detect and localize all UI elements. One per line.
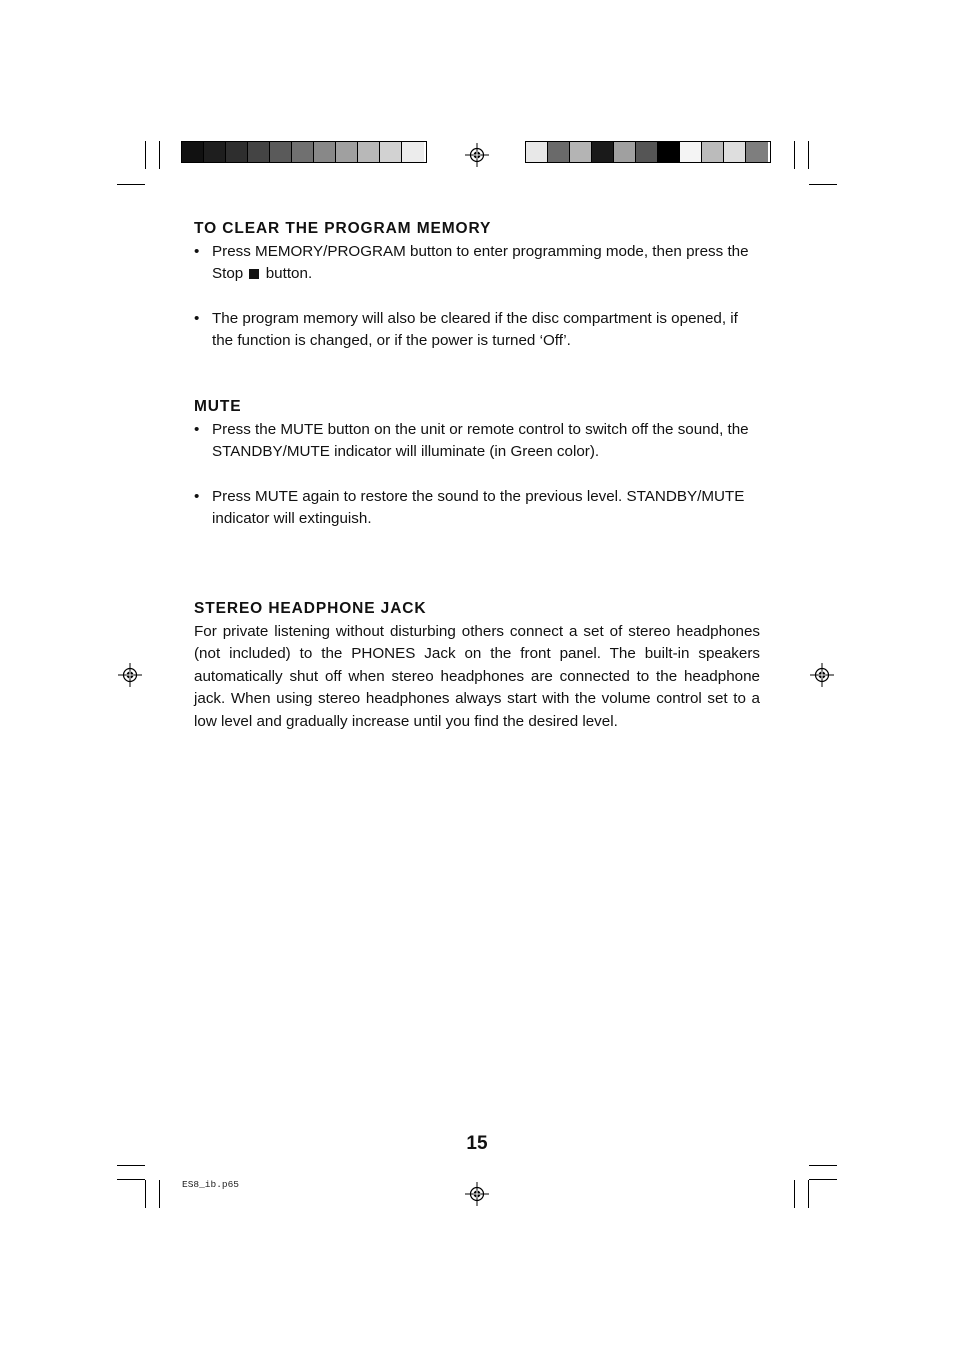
gray-swatch — [526, 142, 548, 162]
crop-mark — [117, 1179, 145, 1180]
registration-mark-icon — [810, 663, 834, 687]
bullet-text: Press MEMORY/PROGRAM button to enter programming mode, then press the Stop — [212, 242, 749, 282]
registration-mark-icon — [118, 663, 142, 687]
gray-swatch — [314, 142, 336, 162]
stop-icon — [249, 269, 259, 279]
section-heading: STEREO HEADPHONE JACK — [194, 600, 427, 617]
gray-swatch — [358, 142, 380, 162]
section-heading: TO CLEAR THE PROGRAM MEMORY — [194, 220, 492, 237]
crop-mark — [159, 1180, 160, 1208]
bullet-item — [194, 241, 760, 286]
gray-swatch — [402, 142, 424, 162]
gray-swatch — [614, 142, 636, 162]
bullet-text: Press MUTE again to restore the sound to the previous level. STANDBY/MUTE indicator will extinguish. — [212, 487, 745, 527]
gray-swatch — [336, 142, 358, 162]
bullet-text: button. — [265, 265, 313, 282]
section-clear-program-memory — [194, 218, 760, 353]
grayscale-bar-left — [181, 141, 427, 163]
crop-mark — [159, 141, 160, 169]
crop-mark — [809, 1179, 837, 1180]
gray-swatch — [182, 142, 204, 162]
bullet-item — [194, 486, 760, 531]
bullet-dot: • — [194, 309, 200, 327]
gray-swatch — [248, 142, 270, 162]
gray-swatch — [680, 142, 702, 162]
bullet-dot: • — [194, 242, 200, 260]
bullet-item — [194, 308, 760, 353]
body-paragraph: For private listening without disturbing others connect a set of stereo headphones (not included) to the PHONES Jack on the front panel. The built-in speakers automatically shut off when stereo headphones are connected to the headphone jack. When using stereo headphones always start with the volume control set to a low level and gradually increase until you find the desired level. — [194, 622, 760, 730]
section-mute — [194, 396, 760, 531]
crop-mark — [809, 184, 837, 185]
section-stereo-headphone-jack — [194, 598, 760, 733]
section-heading: MUTE — [194, 398, 242, 415]
gray-swatch — [380, 142, 402, 162]
gray-swatch — [746, 142, 768, 162]
gray-swatch — [292, 142, 314, 162]
grayscale-bar-right — [525, 141, 771, 163]
crop-mark — [145, 141, 146, 169]
bullet-text: The program memory will also be cleared if the disc compartment is opened, if the function is changed, or if the power is turned ‘Off’. — [212, 309, 738, 349]
gray-swatch — [570, 142, 592, 162]
gray-swatch — [270, 142, 292, 162]
gray-swatch — [724, 142, 746, 162]
crop-mark — [808, 141, 809, 169]
crop-mark — [117, 1165, 145, 1166]
crop-mark — [794, 1180, 795, 1208]
file-name-tag: ES8_ib.p65 — [182, 1179, 240, 1190]
registration-mark-icon — [465, 1182, 489, 1206]
gray-swatch — [636, 142, 658, 162]
gray-swatch — [658, 142, 680, 162]
registration-mark-icon — [465, 143, 489, 167]
crop-mark — [808, 1180, 809, 1208]
bullet-item — [194, 419, 760, 464]
gray-swatch — [592, 142, 614, 162]
bullet-dot: • — [194, 487, 200, 505]
page-number: 15 — [466, 1133, 488, 1154]
gray-swatch — [548, 142, 570, 162]
crop-mark — [794, 141, 795, 169]
bullet-text: Press the MUTE button on the unit or remote control to switch off the sound, the STANDBY/MUTE indicator will illuminate (in Green color). — [212, 420, 749, 460]
crop-mark — [117, 184, 145, 185]
crop-mark — [145, 1180, 146, 1208]
gray-swatch — [702, 142, 724, 162]
crop-mark — [809, 1165, 837, 1166]
gray-swatch — [226, 142, 248, 162]
gray-swatch — [204, 142, 226, 162]
bullet-dot: • — [194, 420, 200, 438]
